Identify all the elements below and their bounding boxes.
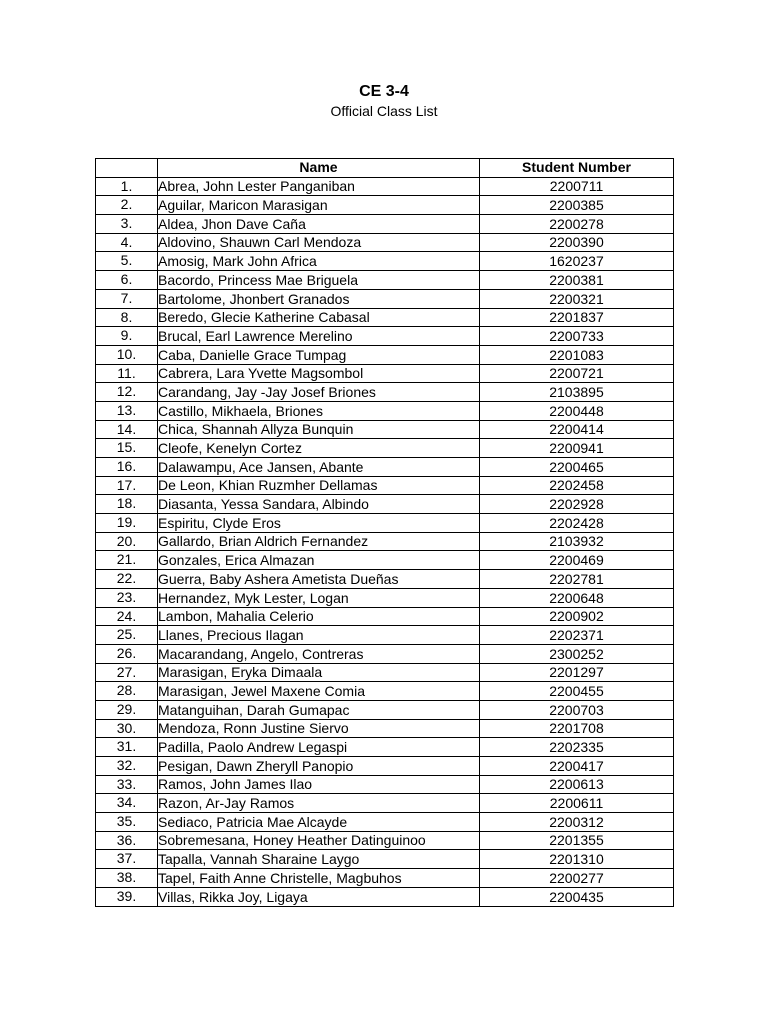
row-number: 26. xyxy=(96,644,158,663)
student-name: Padilla, Paolo Andrew Legaspi xyxy=(158,738,480,757)
student-name: Hernandez, Myk Lester, Logan xyxy=(158,588,480,607)
table-row xyxy=(96,196,674,215)
row-number: 27. xyxy=(96,663,158,682)
student-number: 2200277 xyxy=(480,869,674,888)
row-number: 8. xyxy=(96,308,158,327)
table-row xyxy=(96,420,674,439)
student-number: 2202928 xyxy=(480,495,674,514)
student-name: Diasanta, Yessa Sandara, Albindo xyxy=(158,495,480,514)
student-number: 2200469 xyxy=(480,551,674,570)
student-number: 2201355 xyxy=(480,831,674,850)
table-row xyxy=(96,757,674,776)
table-row xyxy=(96,233,674,252)
student-number: 2201297 xyxy=(480,663,674,682)
student-number: 2200312 xyxy=(480,813,674,832)
student-name: Tapel, Faith Anne Christelle, Magbuhos xyxy=(158,869,480,888)
student-number: 2202781 xyxy=(480,570,674,589)
student-number: 2200703 xyxy=(480,700,674,719)
student-number: 2200448 xyxy=(480,401,674,420)
student-name: Mendoza, Ronn Justine Siervo xyxy=(158,719,480,738)
row-number: 4. xyxy=(96,233,158,252)
table-row xyxy=(96,439,674,458)
table-row xyxy=(96,271,674,290)
row-number: 3. xyxy=(96,215,158,234)
table-row xyxy=(96,514,674,533)
student-name: Aguilar, Maricon Marasigan xyxy=(158,196,480,215)
table-row xyxy=(96,719,674,738)
row-number: 1. xyxy=(96,177,158,196)
row-number: 12. xyxy=(96,383,158,402)
student-number: 2200278 xyxy=(480,215,674,234)
student-name: Amosig, Mark John Africa xyxy=(158,252,480,271)
row-number: 30. xyxy=(96,719,158,738)
table-row xyxy=(96,626,674,645)
table-row xyxy=(96,813,674,832)
student-number: 2200465 xyxy=(480,458,674,477)
student-number: 2300252 xyxy=(480,644,674,663)
table-row xyxy=(96,831,674,850)
row-number: 14. xyxy=(96,420,158,439)
row-number: 15. xyxy=(96,439,158,458)
student-name: Razon, Ar-Jay Ramos xyxy=(158,794,480,813)
table-row xyxy=(96,700,674,719)
table-row xyxy=(96,364,674,383)
table-row xyxy=(96,588,674,607)
student-name: Aldea, Jhon Dave Caña xyxy=(158,215,480,234)
row-number: 37. xyxy=(96,850,158,869)
student-number: 2201310 xyxy=(480,850,674,869)
row-number: 38. xyxy=(96,869,158,888)
row-number: 20. xyxy=(96,532,158,551)
row-number: 5. xyxy=(96,252,158,271)
student-name: Gallardo, Brian Aldrich Fernandez xyxy=(158,532,480,551)
document-title: CE 3-4 xyxy=(359,83,409,100)
table-body xyxy=(96,177,674,906)
table-row xyxy=(96,887,674,906)
table-row xyxy=(96,252,674,271)
student-number: 2201083 xyxy=(480,345,674,364)
table-row xyxy=(96,476,674,495)
student-number: 2200611 xyxy=(480,794,674,813)
row-number: 11. xyxy=(96,364,158,383)
student-number: 2200648 xyxy=(480,588,674,607)
student-name: Castillo, Mikhaela, Briones xyxy=(158,401,480,420)
student-name: Caba, Danielle Grace Tumpag xyxy=(158,345,480,364)
student-name: Beredo, Glecie Katherine Cabasal xyxy=(158,308,480,327)
table-row xyxy=(96,682,674,701)
student-number: 2201708 xyxy=(480,719,674,738)
student-name: Marasigan, Jewel Maxene Comia xyxy=(158,682,480,701)
student-name: Aldovino, Shauwn Carl Mendoza xyxy=(158,233,480,252)
student-number: 2201837 xyxy=(480,308,674,327)
table-row xyxy=(96,345,674,364)
row-number: 21. xyxy=(96,551,158,570)
student-name: Pesigan, Dawn Zheryll Panopio xyxy=(158,757,480,776)
table-header xyxy=(96,159,674,178)
table-row xyxy=(96,551,674,570)
student-number: 2103895 xyxy=(480,383,674,402)
student-name: Dalawampu, Ace Jansen, Abante xyxy=(158,458,480,477)
row-number: 36. xyxy=(96,831,158,850)
student-number: 2200414 xyxy=(480,420,674,439)
student-name: Chica, Shannah Allyza Bunquin xyxy=(158,420,480,439)
table-row xyxy=(96,775,674,794)
student-name: Cabrera, Lara Yvette Magsombol xyxy=(158,364,480,383)
class-list-table xyxy=(95,158,674,907)
row-number: 19. xyxy=(96,514,158,533)
student-number: 2200711 xyxy=(480,177,674,196)
table-row xyxy=(96,495,674,514)
student-name: Ramos, John James Ilao xyxy=(158,775,480,794)
row-number: 7. xyxy=(96,289,158,308)
student-name: Brucal, Earl Lawrence Merelino xyxy=(158,327,480,346)
student-number-column-header: Student Number xyxy=(480,159,674,178)
row-number: 6. xyxy=(96,271,158,290)
row-number: 33. xyxy=(96,775,158,794)
table-row xyxy=(96,327,674,346)
student-name: Villas, Rikka Joy, Ligaya xyxy=(158,887,480,906)
student-name: De Leon, Khian Ruzmher Dellamas xyxy=(158,476,480,495)
row-number: 31. xyxy=(96,738,158,757)
table-row xyxy=(96,663,674,682)
student-name: Tapalla, Vannah Sharaine Laygo xyxy=(158,850,480,869)
student-number: 2200613 xyxy=(480,775,674,794)
student-name: Gonzales, Erica Almazan xyxy=(158,551,480,570)
student-number: 2200390 xyxy=(480,233,674,252)
row-number: 18. xyxy=(96,495,158,514)
student-name: Guerra, Baby Ashera Ametista Dueñas xyxy=(158,570,480,589)
table-row xyxy=(96,401,674,420)
table-row xyxy=(96,869,674,888)
student-name: Llanes, Precious Ilagan xyxy=(158,626,480,645)
table-row xyxy=(96,532,674,551)
row-number: 39. xyxy=(96,887,158,906)
row-number: 35. xyxy=(96,813,158,832)
table-row xyxy=(96,644,674,663)
row-number: 34. xyxy=(96,794,158,813)
table-row xyxy=(96,850,674,869)
document-subtitle: Official Class List xyxy=(330,103,438,119)
student-number: 2202458 xyxy=(480,476,674,495)
student-name: Sobremesana, Honey Heather Datinguinoo xyxy=(158,831,480,850)
student-number: 2200721 xyxy=(480,364,674,383)
student-number: 2200385 xyxy=(480,196,674,215)
row-number: 24. xyxy=(96,607,158,626)
table-row xyxy=(96,177,674,196)
row-number: 9. xyxy=(96,327,158,346)
student-number: 2200417 xyxy=(480,757,674,776)
student-name: Bacordo, Princess Mae Briguela xyxy=(158,271,480,290)
student-number: 2202428 xyxy=(480,514,674,533)
student-name: Abrea, John Lester Panganiban xyxy=(158,177,480,196)
table-row xyxy=(96,215,674,234)
student-name: Bartolome, Jhonbert Granados xyxy=(158,289,480,308)
student-number: 2200733 xyxy=(480,327,674,346)
table-row xyxy=(96,607,674,626)
row-number: 22. xyxy=(96,570,158,589)
student-name: Macarandang, Angelo, Contreras xyxy=(158,644,480,663)
table-row xyxy=(96,289,674,308)
student-number: 2200455 xyxy=(480,682,674,701)
table-row xyxy=(96,794,674,813)
header-row xyxy=(96,159,674,178)
table-row xyxy=(96,738,674,757)
table-row xyxy=(96,458,674,477)
student-number: 1620237 xyxy=(480,252,674,271)
row-number: 13. xyxy=(96,401,158,420)
number-column-header xyxy=(96,159,158,178)
student-name: Carandang, Jay -Jay Josef Briones xyxy=(158,383,480,402)
student-name: Lambon, Mahalia Celerio xyxy=(158,607,480,626)
student-number: 2200941 xyxy=(480,439,674,458)
student-number: 2103932 xyxy=(480,532,674,551)
student-name: Matanguihan, Darah Gumapac xyxy=(158,700,480,719)
student-number: 2200321 xyxy=(480,289,674,308)
row-number: 23. xyxy=(96,588,158,607)
student-name: Sediaco, Patricia Mae Alcayde xyxy=(158,813,480,832)
student-number: 2202371 xyxy=(480,626,674,645)
student-number: 2200381 xyxy=(480,271,674,290)
table-row xyxy=(96,383,674,402)
student-number: 2200902 xyxy=(480,607,674,626)
student-name: Espiritu, Clyde Eros xyxy=(158,514,480,533)
table-row xyxy=(96,570,674,589)
row-number: 16. xyxy=(96,458,158,477)
row-number: 32. xyxy=(96,757,158,776)
row-number: 29. xyxy=(96,700,158,719)
student-number: 2200435 xyxy=(480,887,674,906)
row-number: 25. xyxy=(96,626,158,645)
table-row xyxy=(96,308,674,327)
row-number: 2. xyxy=(96,196,158,215)
student-name: Marasigan, Eryka Dimaala xyxy=(158,663,480,682)
row-number: 17. xyxy=(96,476,158,495)
student-number: 2202335 xyxy=(480,738,674,757)
row-number: 28. xyxy=(96,682,158,701)
name-column-header: Name xyxy=(158,159,480,178)
student-name: Cleofe, Kenelyn Cortez xyxy=(158,439,480,458)
row-number: 10. xyxy=(96,345,158,364)
